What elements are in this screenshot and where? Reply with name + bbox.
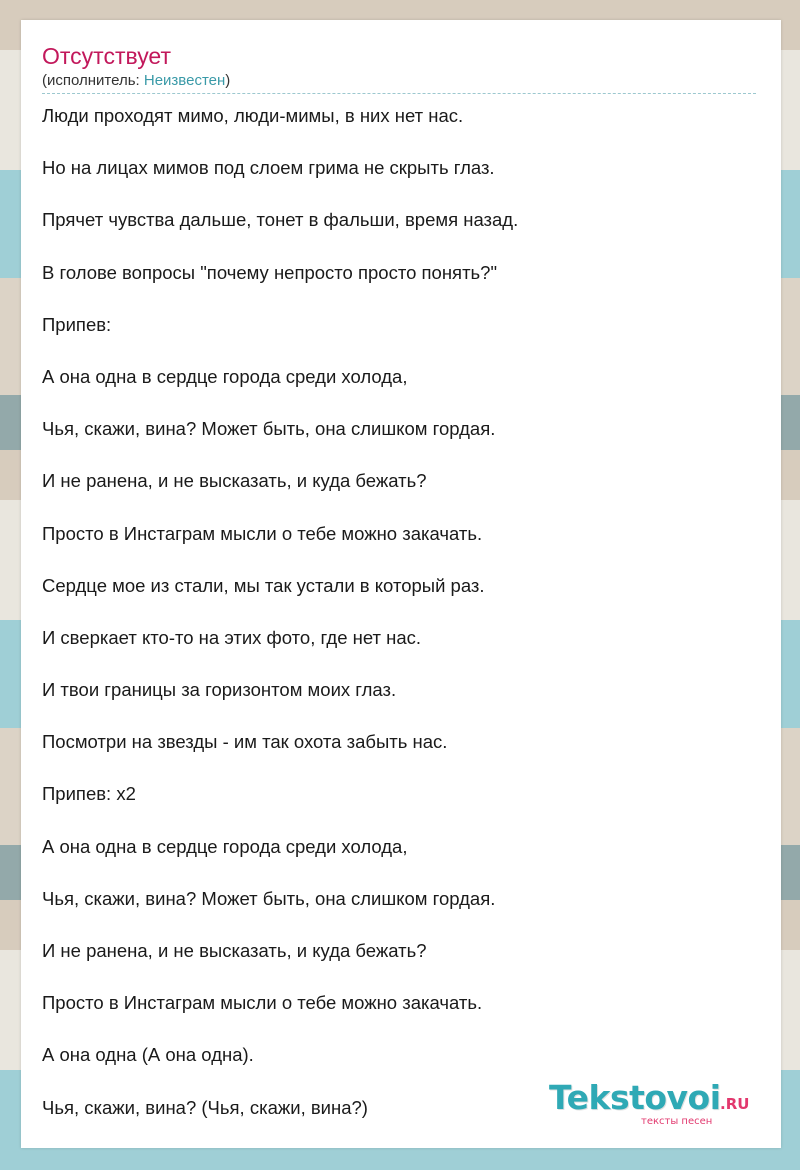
lyric-line: И сверкает кто-то на этих фото, где нет нас. <box>42 626 422 648</box>
lyric-line: А она одна в сердце города среди холода, <box>42 835 408 857</box>
artist-link[interactable]: Неизвестен <box>143 72 226 89</box>
lyric-line: И не ранена, и не высказать, и куда бежать? <box>42 940 427 961</box>
lyric-line: Но на лицах мимов под слоем грима не скрыть глаз. <box>42 157 495 179</box>
lyric-line: Люди проходят мимо, люди-мимы, в них нет нас. <box>42 105 464 126</box>
lyric-line: Чья, скажи, вина? (Чья, скажи, вина?) <box>42 1096 368 1118</box>
lyric-line: Чья, скажи, вина? Может быть, она слишком гордая. <box>42 887 496 909</box>
artist-prefix: (исполнитель: <box>42 72 144 89</box>
site-logo[interactable] <box>549 1078 759 1134</box>
lyric-line: И не ранена, и не высказать, и куда бежать? <box>42 470 427 492</box>
lyric-line: Посмотри на звезды - им так охота забыть нас. <box>42 731 448 753</box>
lyrics-card <box>21 20 781 1148</box>
song-title: Отсутствует <box>42 43 171 69</box>
lyric-line: В голове вопросы "почему непросто просто понять?" <box>42 261 498 283</box>
lyric-line: Просто в Инстаграм мысли о тебе можно закачать. <box>42 992 483 1014</box>
lyric-line: Чья, скажи, вина? Может быть, она слишком гордая. <box>42 418 496 440</box>
lyric-line: И твои границы за горизонтом моих глаз. <box>42 679 397 701</box>
artist-line <box>42 72 230 89</box>
artist-suffix: ) <box>225 72 231 89</box>
divider <box>42 93 756 94</box>
chorus-label: Припев: x2 <box>42 783 136 805</box>
logo-tagline: тексты песен <box>641 1116 713 1127</box>
lyrics-body <box>42 103 762 1147</box>
lyric-line: А она одна в сердце города среди холода, <box>42 365 408 387</box>
logo-wordmark: Tekstovoi <box>549 1078 721 1117</box>
lyric-line: Просто в Инстаграм мысли о тебе можно закачать. <box>42 522 483 544</box>
chorus-label: Припев: <box>42 313 112 335</box>
lyric-line: А она одна (А она одна). <box>42 1044 254 1066</box>
lyric-line: Прячет чувства дальше, тонет в фальши, время назад. <box>42 209 519 231</box>
lyric-line: Сердце мое из стали, мы так устали в который раз. <box>42 574 485 596</box>
logo-tld: .RU <box>720 1095 750 1113</box>
